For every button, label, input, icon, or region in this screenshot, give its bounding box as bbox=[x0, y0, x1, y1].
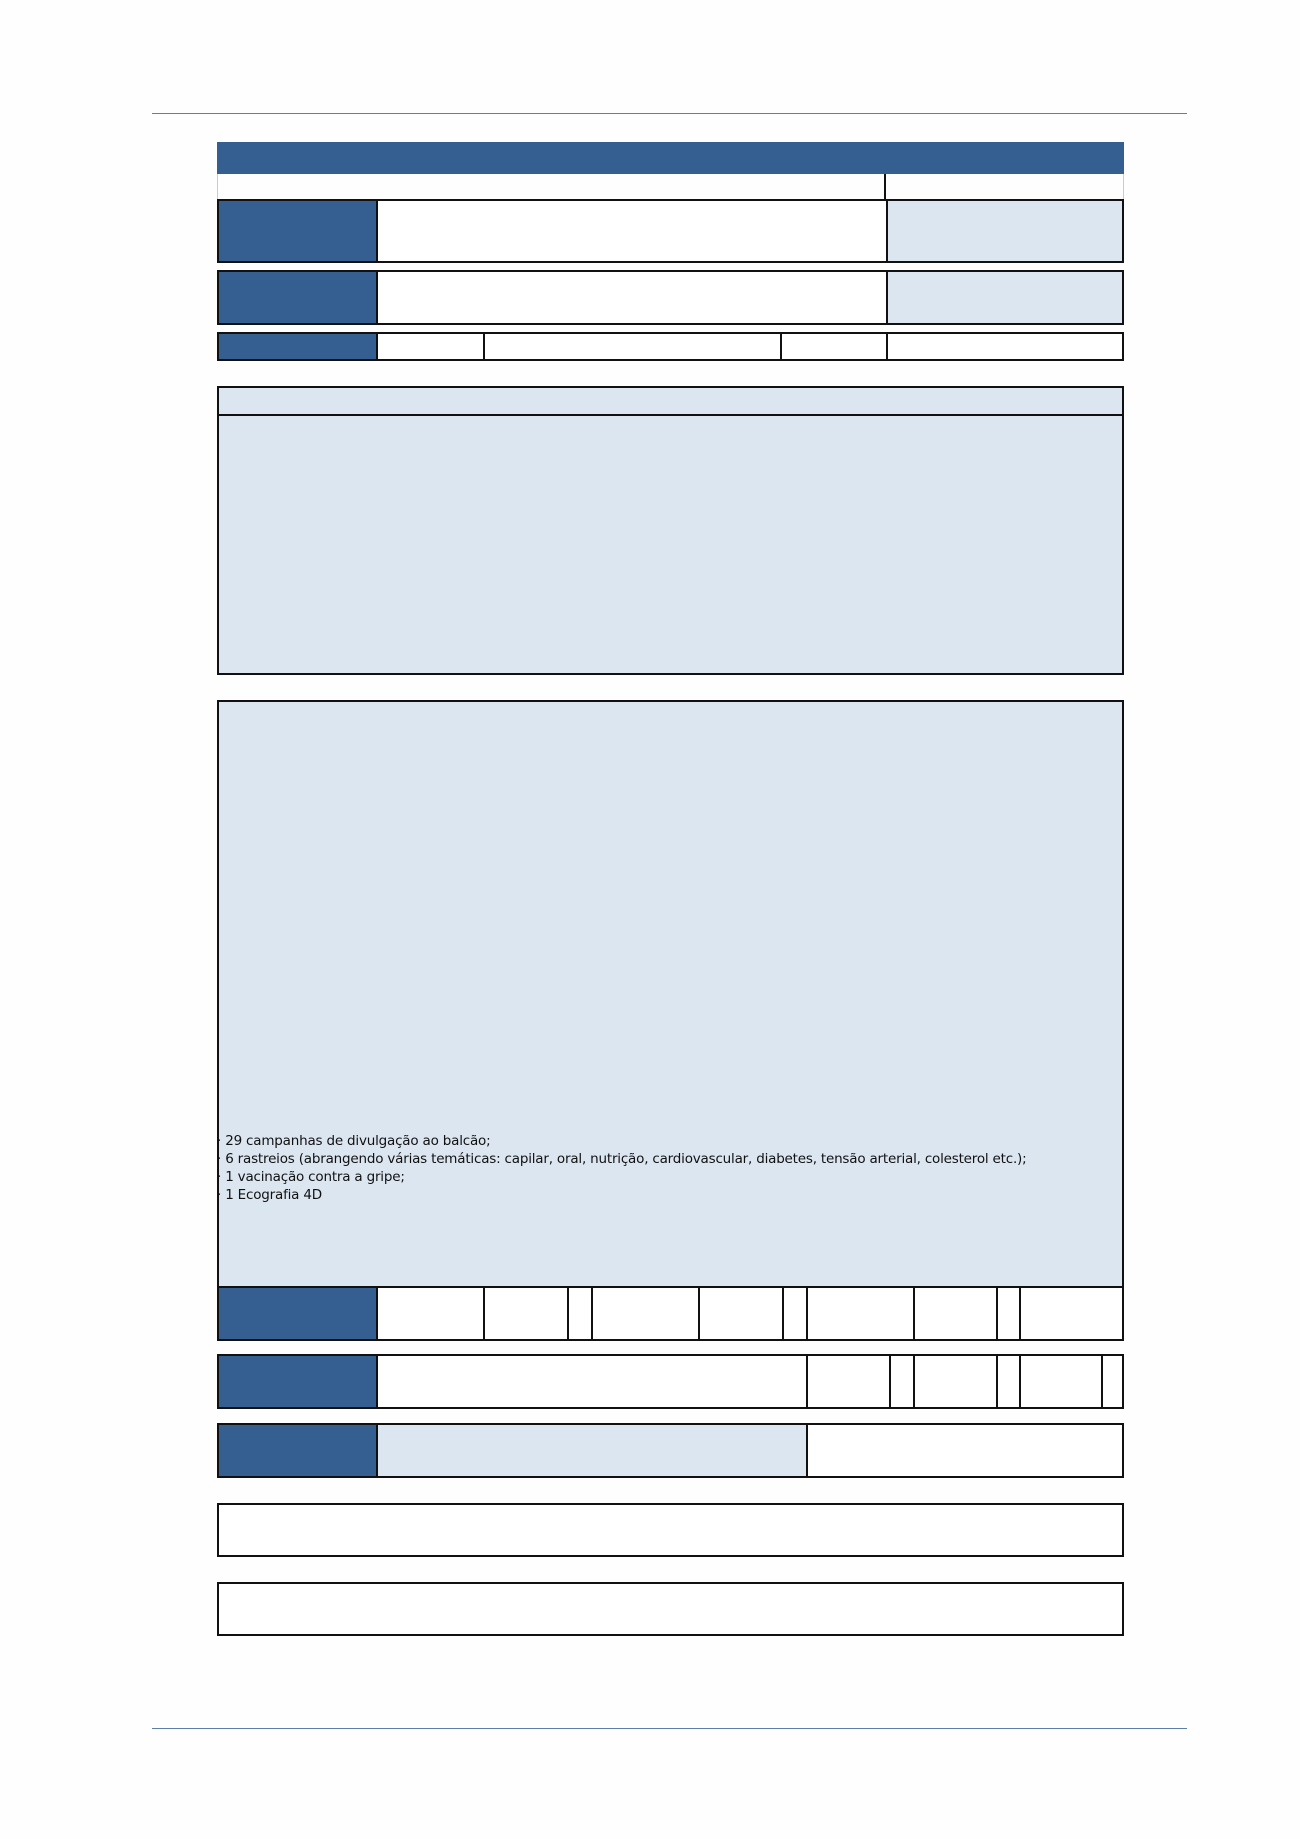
row-2-label-cell bbox=[219, 272, 378, 323]
row-2-input-field[interactable] bbox=[378, 272, 886, 323]
checkbox-row-b-label-cell bbox=[219, 1356, 378, 1407]
page-footer-rule bbox=[152, 1728, 1187, 1729]
cb-b-divider-2 bbox=[806, 1356, 808, 1407]
cb-a-divider-7 bbox=[806, 1288, 808, 1339]
activity-item: · 1 Ecografia 4D bbox=[217, 1186, 1026, 1204]
subheader-divider bbox=[884, 174, 886, 200]
page-header-rule bbox=[152, 113, 1187, 114]
checkbox-a-3[interactable] bbox=[998, 1288, 1019, 1339]
checkbox-row-a-label-cell bbox=[219, 1288, 378, 1339]
cb-a-divider-2 bbox=[483, 1288, 485, 1339]
activities-list bbox=[217, 1132, 1026, 1204]
row-1-label-cell bbox=[219, 201, 378, 261]
row-3-label-cell bbox=[219, 334, 378, 359]
form-title-band bbox=[217, 142, 1124, 174]
row-2-value-field[interactable] bbox=[888, 272, 1122, 323]
form-row-c bbox=[217, 1423, 1124, 1478]
activity-item: · 1 vacinação contra a gripe; bbox=[217, 1168, 1026, 1186]
cb-a-divider-4 bbox=[591, 1288, 593, 1339]
row-1-input-field[interactable] bbox=[378, 201, 886, 261]
cb-b-divider-6 bbox=[1019, 1356, 1021, 1407]
checkbox-a-2[interactable] bbox=[784, 1288, 806, 1339]
form-row-1 bbox=[217, 199, 1124, 263]
row-3-field-1[interactable] bbox=[378, 334, 483, 359]
cb-a-divider-10 bbox=[1019, 1288, 1021, 1339]
checkbox-a-1[interactable] bbox=[569, 1288, 591, 1339]
row-c-value-field[interactable] bbox=[378, 1425, 806, 1476]
row-3-field-3[interactable] bbox=[782, 334, 886, 359]
row-3-field-2[interactable] bbox=[485, 334, 780, 359]
checkbox-b-1[interactable] bbox=[891, 1356, 913, 1407]
cb-b-divider-4 bbox=[913, 1356, 915, 1407]
notes-box-1[interactable] bbox=[217, 1503, 1124, 1557]
cb-a-divider-1 bbox=[376, 1288, 378, 1339]
cb-a-divider-8 bbox=[913, 1288, 915, 1339]
row-1-value-field[interactable] bbox=[888, 201, 1122, 261]
form-row-2 bbox=[217, 270, 1124, 325]
checkbox-b-2[interactable] bbox=[998, 1356, 1019, 1407]
form-row-checkboxes-a bbox=[217, 1286, 1124, 1341]
description-section-header bbox=[217, 386, 1124, 416]
row-c-label-cell bbox=[219, 1425, 378, 1476]
checkbox-b-3[interactable] bbox=[1103, 1356, 1122, 1407]
activity-item: · 29 campanhas de divulgação ao balcão; bbox=[217, 1132, 1026, 1150]
row-c-input-field[interactable] bbox=[808, 1425, 1122, 1476]
cb-a-divider-5 bbox=[698, 1288, 700, 1339]
row-3-field-4[interactable] bbox=[888, 334, 1122, 359]
form-subheader-row bbox=[217, 174, 1124, 200]
form-row-3 bbox=[217, 332, 1124, 361]
cb-b-divider-1 bbox=[376, 1356, 378, 1407]
activity-item: · 6 rastreios (abrangendo várias temáticas: capilar, oral, nutrição, cardiovascular, diabetes, tensão arterial, colesterol etc.); bbox=[217, 1150, 1026, 1168]
notes-box-2[interactable] bbox=[217, 1582, 1124, 1636]
description-text-area[interactable] bbox=[217, 414, 1124, 675]
form-row-checkboxes-b bbox=[217, 1354, 1124, 1409]
